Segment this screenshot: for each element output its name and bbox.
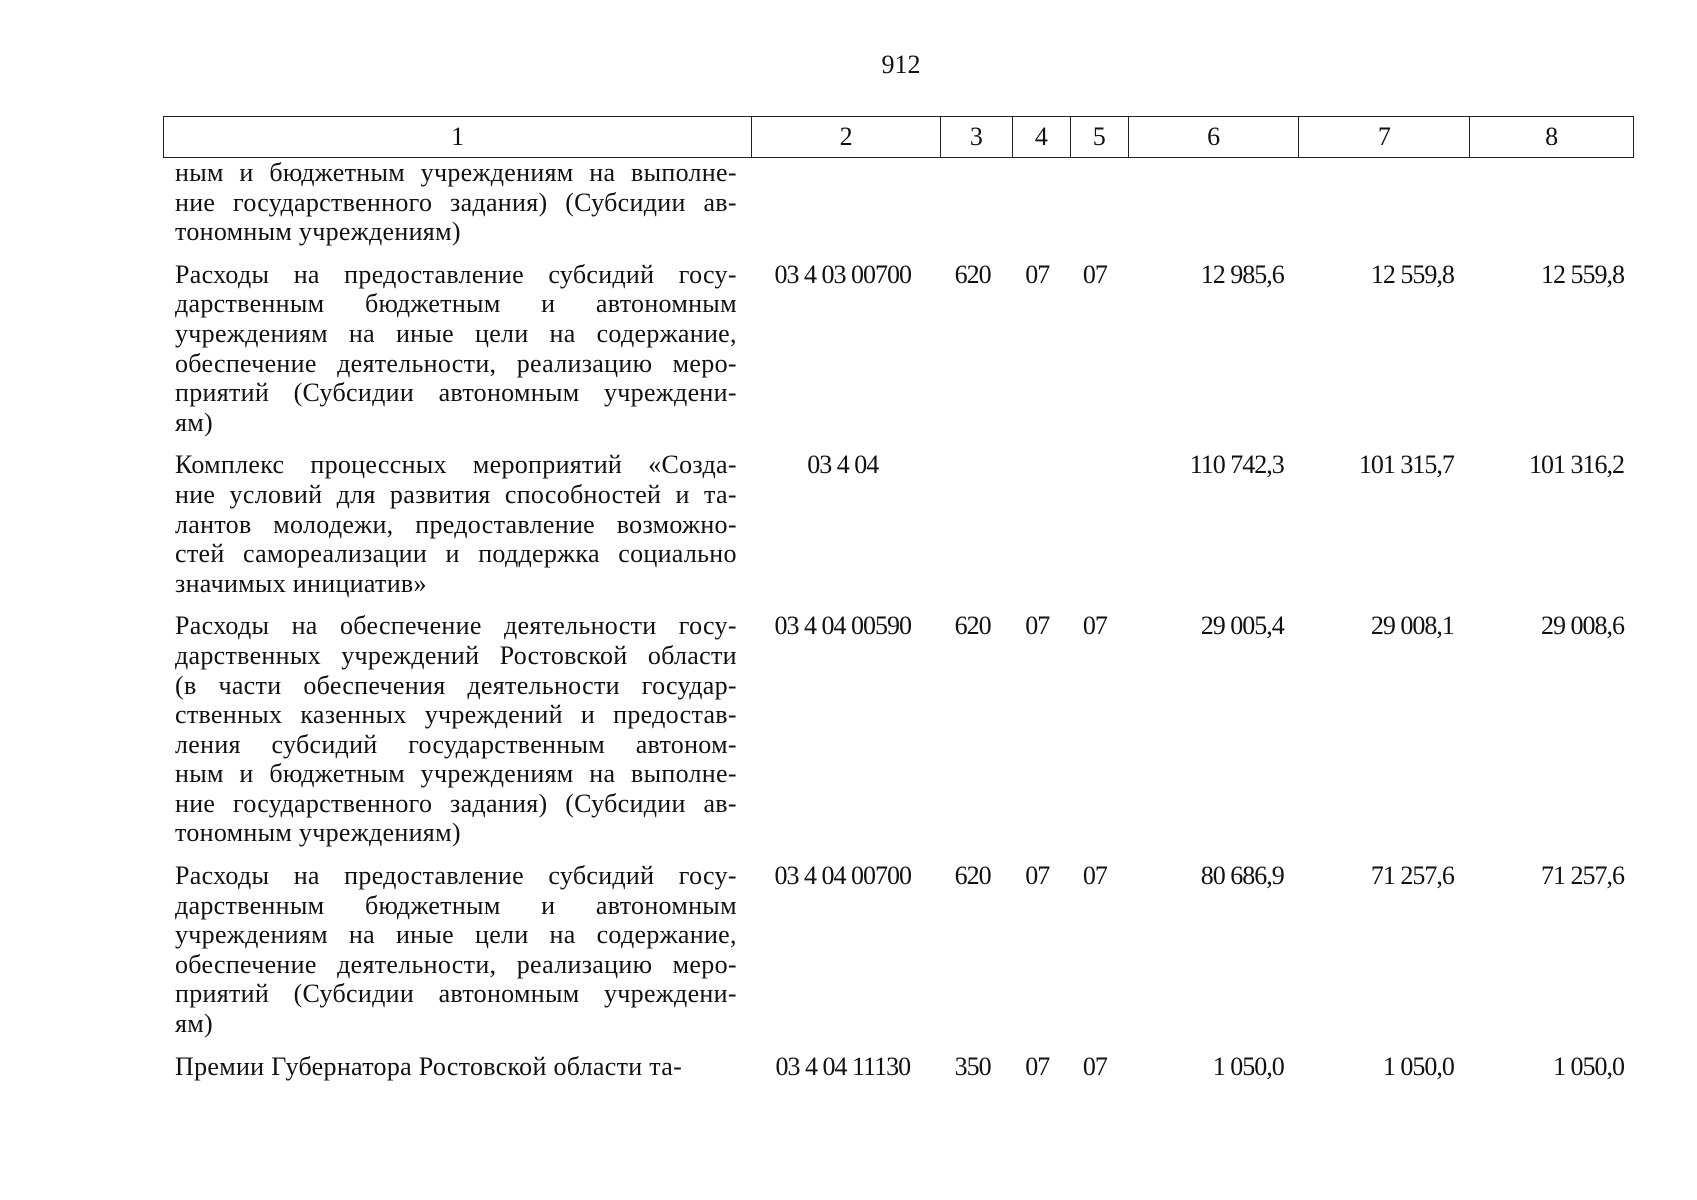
column-header-2: 2 (752, 117, 941, 157)
table-row (163, 1052, 1634, 1082)
description-line: дарственных учреждений Ростовской области (175, 640, 737, 670)
description-line: ления субсидий государственным автоном- (175, 729, 737, 759)
row-amount-col6: 80 686,9 (1200, 861, 1284, 891)
description-line: дарственным бюджетным и автономным (175, 289, 737, 319)
row-description (163, 611, 749, 848)
row-code: 03 4 03 00700 (774, 259, 912, 289)
column-header-5: 5 (1071, 117, 1129, 157)
row-section: 07 (1025, 611, 1050, 641)
description-line: лантов молодежи, предоставление возможно- (175, 509, 737, 539)
row-description (163, 260, 749, 438)
row-description (163, 450, 749, 598)
description-line: Комплекс процессных мероприятий «Созда- (175, 450, 737, 480)
description-line: ям) (175, 407, 213, 437)
description-line: ственных казенных учреждений и предостав- (175, 700, 737, 730)
row-subsection: 07 (1082, 861, 1107, 891)
row-amount-col6: 1 050,0 (1212, 1051, 1284, 1081)
row-amount-col6: 110 742,3 (1189, 450, 1284, 480)
row-amount-col8: 1 050,0 (1552, 1051, 1624, 1081)
row-code: 03 4 04 (807, 450, 879, 480)
row-expense-type: 350 (954, 1051, 991, 1081)
row-code: 03 4 04 00590 (774, 611, 912, 641)
description-line: ние государственного задания) (Субсидии ав- (175, 788, 737, 818)
page-number: 912 (881, 50, 921, 79)
table-row (163, 260, 1634, 438)
description-line: ние условий для развития способностей и та- (175, 479, 737, 509)
description-line: Расходы на предоставление субсидий госу- (175, 861, 737, 891)
row-expense-type: 620 (954, 611, 991, 641)
row-amount-col8: 101 316,2 (1528, 450, 1624, 480)
table-row (163, 158, 1634, 247)
description-line: обеспечение деятельности, реализацию меро- (175, 348, 737, 378)
row-amount-col7: 12 559,8 (1370, 259, 1454, 289)
description-line: Премии Губернатора Ростовской области та- (175, 1051, 683, 1081)
row-subsection: 07 (1082, 259, 1107, 289)
row-subsection: 07 (1082, 1051, 1107, 1081)
row-expense-type: 620 (954, 259, 991, 289)
row-amount-col8: 71 257,6 (1540, 861, 1624, 891)
row-amount-col7: 1 050,0 (1382, 1051, 1454, 1081)
table-header (163, 116, 1634, 158)
table-row (163, 861, 1634, 1039)
row-description (163, 158, 749, 247)
row-description (163, 1052, 749, 1082)
row-code: 03 4 04 11130 (775, 1051, 911, 1081)
description-line: дарственным бюджетным и автономным (175, 890, 737, 920)
description-line: ям) (175, 1009, 213, 1039)
description-line: обеспечение деятельности, реализацию меро- (175, 949, 737, 979)
row-amount-col7: 29 008,1 (1370, 611, 1454, 641)
description-line: тономным учреждениям) (175, 818, 461, 848)
row-subsection: 07 (1082, 611, 1107, 641)
column-header-4: 4 (1013, 117, 1071, 157)
description-line: Расходы на обеспечение деятельности госу- (175, 611, 737, 641)
row-section: 07 (1025, 1051, 1050, 1081)
description-line: значимых инициатив» (175, 568, 427, 598)
description-line: (в части обеспечения деятельности государ- (175, 670, 737, 700)
row-expense-type: 620 (954, 861, 991, 891)
column-header-1: 1 (164, 117, 752, 157)
row-amount-col7: 101 315,7 (1358, 450, 1454, 480)
row-code: 03 4 04 00700 (774, 861, 912, 891)
table-body (163, 158, 1634, 1081)
description-line: приятий (Субсидии автономным учреждени- (175, 378, 737, 408)
description-line: тономным учреждениям) (175, 217, 461, 247)
row-section: 07 (1025, 259, 1050, 289)
column-header-3: 3 (941, 117, 1013, 157)
row-amount-col6: 29 005,4 (1200, 611, 1284, 641)
description-line: учреждениям на иные цели на содержание, (175, 318, 737, 348)
description-line: ным и бюджетным учреждениям на выполне- (175, 158, 737, 187)
row-amount-col7: 71 257,6 (1370, 861, 1454, 891)
row-section: 07 (1025, 861, 1050, 891)
column-header-8: 8 (1545, 122, 1559, 151)
description-line: ние государственного задания) (Субсидии ав- (175, 187, 737, 217)
row-description (163, 861, 749, 1039)
row-amount-col8: 12 559,8 (1540, 259, 1624, 289)
description-line: приятий (Субсидии автономным учреждени- (175, 979, 737, 1009)
row-amount-col8: 29 008,6 (1540, 611, 1624, 641)
column-header-7: 7 (1299, 117, 1470, 157)
table-row (163, 611, 1634, 848)
description-line: Расходы на предоставление субсидий госу- (175, 259, 737, 289)
description-line: учреждениям на иные цели на содержание, (175, 920, 737, 950)
row-amount-col6: 12 985,6 (1200, 259, 1284, 289)
table-row (163, 450, 1634, 598)
description-line: ным и бюджетным учреждениям на выполне- (175, 759, 737, 789)
description-line: стей самореализации и поддержка социально (175, 539, 737, 569)
column-header-6: 6 (1129, 117, 1300, 157)
